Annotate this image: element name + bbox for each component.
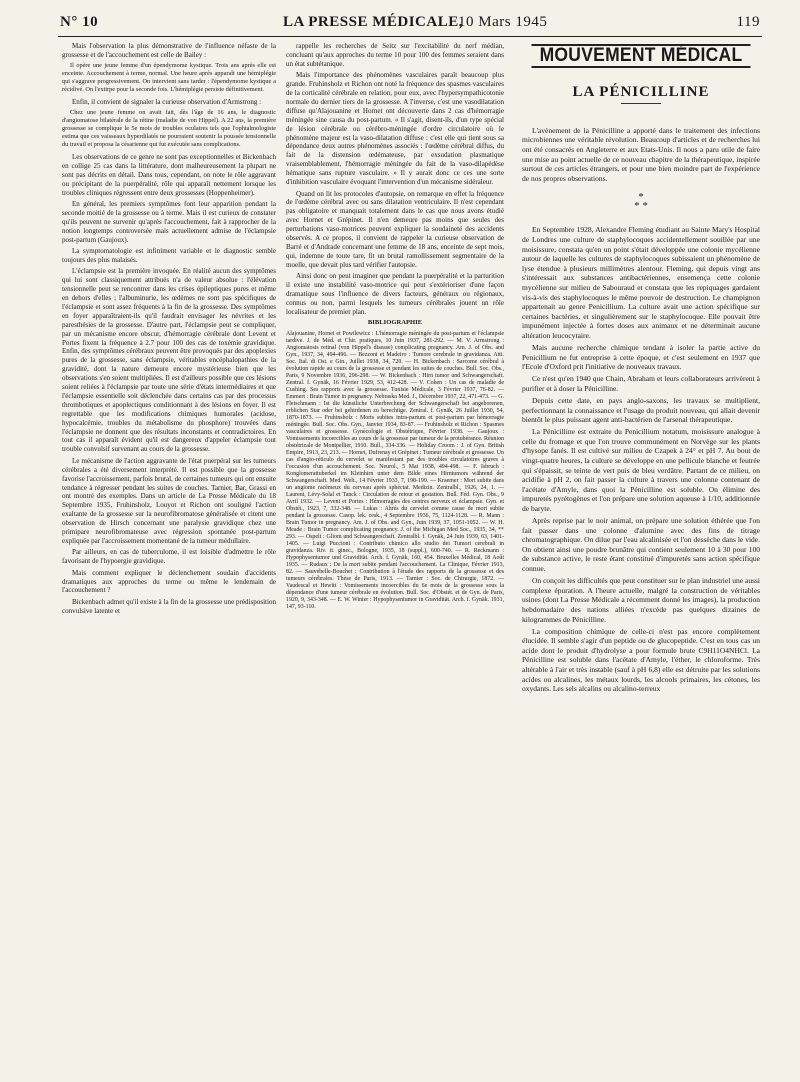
paragraph: La Pénicilline est extraite du Penicillium notatum, moisissure analogue à celle du fromage et que l'on trouve communément en Norvège sur les plants d'hysope fanés. Il est cultivé sur milieu de Czapek à 24° et pH 7. Au bout de vingt-quatre heures, la culture se développe en une pellicule blanche et feutrée qui s'épaissit, se teinte de vert puis de bleu verdâtre. Partant de ce milieu, on acidifie à pH 2, on fait passer la culture à travers une colonne contenant de l'acétate d'Amyle, dans quoi la Pénicilline est soluble. On élimine des impuretés pyrétogènes et l'on prépare une solution aqueuse à 1/10, additionnée de baryte. [522,427,760,513]
paragraph: Les observations de ce genre ne sont pas exceptionnelles et Bickenbach en collige 25 cas dans la littérature, dont malheureusement la plupart ne sont pas décrits en détail. Dans tous, cependant, on note le rôle aggravant ou précipitant de la puerpéralité, rôle qui apparaît nettement lorsque les troubles cliniques régressent entre deux grossesses (Hoppenheimer). [62,152,276,197]
paragraph: Mais aucune recherche chimique tendant à isoler la partie active du Penicillium ne fut entreprise à cette époque, et c'est seulement en 1937 que l'Ecole d'Oxford prit l'initiative de nouveaux travaux. [522,343,760,372]
journal-title: LA PRESSE MÉDICALE, [283,14,463,30]
page-number: 119 [736,14,760,30]
paragraph: Mais l'importance des phénomènes vasculaires paraît beaucoup plus grande. Fruhinsholz et Richon ont noté la fréquence des spasmes vasculaires de la corticalité cérébrale en relation, pour eux, avec l'hypersympathicotonie normale du dernier tiers de la grossesse. A l'inverse, c'est une vasodilatation diffuse qu'Alajouanine et Hornet ont découverte dans 2 cas d'hémorragie méningée sine causa du post-partum. « Il s'agit, disent-ils, d'un type spécial de lésion cérébrale ou cérébro-méningée d'ordre circulatoire où le phénomène majeur est la vaso-dilatation diffuse : c'est elle qui tient sous sa dépendance deux autres phénomènes associés : l'œdème cérébral diffus, du fait de la distension œdémateuse, par exsudation plasmatique vraisemblablement, l'hémorragie méningée du fait de la vaso-dilapédèse hématique sans rupture vasculaire. » Il y aurait donc ce ces une sorte d'inhibition vasculaire évoquant l'intervention d'un mécanisme sidéraleur. [286,71,504,187]
paragraph: On conçoit les difficultés que peut constituer sur le plan industriel une aussi complexe épuration. A l'heure actuelle, malgré la construction de véritables usines (dont La Presse Médicale a récemment donné les images), la production hebdomadaire des nations alliées n'excède pas quelques dizaines de kilogrammes de Pénicilline. [522,576,760,624]
bibliography-title: BIBLIOGRAPHIE [367,319,423,327]
paragraph: L'éclampsie est la première invoquée. En réalité aucun des symptômes qui lui sont classiquement attribués n'a de valeur absolue : l'élévation tensionnelle peut se rencontrer dans les crises épileptiques pures et même en dehors d'elles ; l'albuminurie, les œdèmes ne sont pas spécifiques de l'éclampsie et sont assez fréquents à la fin de la grossesse. Des symptômes en foyer apparaîtraient-ils qu'il faudrait envisager les névrites et les paresthésies de la grossesse. D'autre part, l'éclampsie peut se compliquer, par un mécanisme encore obscur, d'hémorragie cérébrale dont Levent et Portes fixent la fréquence à 2.7 pour 100 des cas de toxémie gravidique. Enfin, des symptômes cérébraux peuvent être provoqués par des apoplexies pures de la grossesse, sans éclampsie, véritables encéphalopathies de la gravidité, dont la nature demeure encore mystérieuse bien que les observations s'en soient multipliées. Il est d'ailleurs possible que ces lésions soient reliées à l'éclampsie par toute une série d'états intermédiaires et que l'éclampsie essentielle soit déclenchée dans certains cas par des processus thrombotiques et apoplectiques conditionnant à des lésions en foyer. Il est regrettable que les modifications chimiques humorales (acidose, hypocalcémie, troubles du métabolisme du phosphore) trouvées dans l'éclampsie ne donnent que des résultats inconstants et contradictoires. En tout cas il apparaît évident qu'il est dangereux d'appeler éclampsie tout trouble convulsif survenant au cours de la grossesse. [62,267,276,454]
paragraph: Bickenbach admet qu'il existe à la fin de la grossesse une prédisposition convulsive latente et [62,597,276,615]
case-report: Chez une jeune femme on avait fait, dès l'âge de 16 ans, le diagnostic d'angiomatose bilatérale de la rétine (maladie de von Hippel). A 22 ans, la première grossesse se complique le 5e mois de troubles oculaires tels que l'ophtalmologiste estima que ces vaisseaux hyperdilatés ne pourraient soutenir la poussée tensionnelle du travail et proposa la césarienne qui fut exécutée sans complications. [62,109,276,148]
paragraph: La composition chimique de celle-ci n'est pas encore complètement élucidée. Il semble s'agir d'un peptide ou de glucopeptide. C'est en tous cas un acide dont le produit d'hydrolyse a pour formule brute C9H11O4NHCl. La Pénicilline est soluble dans l'acétate d'Amyle, l'éther, le chloroforme. Très altérable à l'air et très instable (sauf à pH 6,8) elle est détruite par les solutions acides ou alcalines, les métaux lourds, les alcools primaires, les cétones, les oxydants. Les sels alcalins ou alcalino-terreux [522,626,760,694]
paragraph: La symptomatologie est infiniment variable et le diagnostic semble toujours des plus malaisés. [62,246,276,264]
paragraph: Mais comment expliquer le déclenchement soudain d'accidents dramatiques aux approches du terme ou même le lendemain de l'accouchement ? [62,568,276,595]
paragraph: Mais l'observation la plus démonstrative de l'influence néfaste de la grossesse et de l'accouchement est celle de Bailey : [62,42,276,59]
star-bottom: * * [634,200,648,213]
paragraph: Enfin, il convient de signaler la curieuse observation d'Armstrong : [72,97,262,106]
issue-number: N° 10 [60,14,99,30]
paragraph: L'avènement de la Pénicilline a apporté dans le traitement des infections microbiennes une véritable révolution. Beaucoup d'articles et de recherches lui ont été consacrés en Angleterre et aux Etats-Unis. Il nous a paru utile de faire une mise au point actuelle de ce nouveau chapitre de la thérapeutique, inspirée surtout de ces articles étrangers, et pour une bien moindre part de l'expérience de nos propres observations. [522,125,760,183]
issue-date: 10 Mars 1945 [458,14,548,30]
paragraph: Depuis cette date, en pays anglo-saxons, les travaux se multiplient, perfectionnant la connaissance et l'usage du produit nouveau, qui allait devenir bientôt le plus puissant agent anti-bactérien de l'arsenal thérapeutique. [522,395,760,425]
case-report: Il opère une jeune femme d'un épendymome kystique. Trois ans après elle est enceinte. Accouchement à terme, normal. Une heure après apparaît une hémiplégie qui s'aggrave progressivement. On intervient sans tarder : l'épendymome kystique a récidivé. On l'extirpe pour la seconde fois. L'hémiplégie persiste définitivement. [62,62,276,94]
paragraph: En Septembre 1928, Alexandre Fleming étudiant au Sainte Mary's Hospital de Londres une culture de staphylocoques accidentellement souillée par une moisissure, constata qu'en un point s'était développée une colonie mycélienne autour de laquelle les cultures de staphylocoques subissaient un phénomène de lyse étendue à plusieurs millimètres alentour. Fleming, qui depuis vingt ans s'intéressait aux substances antibactériennes, ensemença cette colonie mycélienne sur milieu de Sabouraud et constata que les repiquages gardaient vis-à-vis des staphylocoques le même pouvoir de destruction. Le champignon appartenait au genre Penicillium. La culture avait une action spécifique sur certaines bactéries, et singulièrement sur le staphylocoque. Elle pouvait être impunément injectée à fortes doses aux animaux et ne déterminait aucune altération leucocytaire. [522,225,760,340]
paragraph: Le mécanisme de l'action aggravante de l'état puerpéral sur les tumeurs cérébrales a été diversement interprété. Il est possible que la grossesse favorise l'accroissement, parfois brutal, de certaines tumeurs qui ont ensuite tendance à régresser pendant les suites de couches. Tarnier, Bar, Grassi en ont montré des exemples. Dans un article de La Presse Médicale du 18 Septembre 1935, Fruhinsholz, Louyot et Richon ont souligné l'action exaltante de la grossesse sur la neurofibromatose généralisée et citent une observation de Hirsch concernant une paralysie gravidique chez une primipare neurofibromateuse avec régression spontanée post-partum expliquée par l'accroissement momentané de la tumeur médullaire. [62,456,276,545]
paragraph: Par ailleurs, en cas de tuberculome, il est loisible d'admettre le rôle favorisant de l'hypoergie gravidique. [62,548,276,566]
column-middle [286,42,504,1072]
page-header [58,12,762,37]
section-separator [522,193,760,211]
paragraph: Ce n'est qu'en 1940 que Chain, Abraham et leurs collaborateurs arrivèrent à purifier et à doser la Pénicilline. [522,374,760,393]
paragraph: Quand on lit les protocoles d'autopsie, on remarque en effet la fréquence de l'œdème cérébral avec ou sans dilatation ventriculaire. Il n'est cependant pas obligatoire et manquait totalement dans le cas que nous avons étudié avec Hornet et Grépinet. Il n'en demeure pas moins que seules des perturbations vaso-motrices peuvent expliquer la soudaineté des accidents observés. A ce propos, il convient de rappeler la curieuse observation de Barré et d'Andrade concernant une femme de 18 ans, enceinte de sept mois, qui, indemne de toute tare, fit un brutal ramollissement segmentaire de la moelle, que devait plus tard vérifier l'autopsie. [286,189,504,269]
paragraph: Après reprise par le noir animal, on prépare une solution éthérée que l'on fait passer dans une colonne d'alumine avec des fins de titrage chromatographique. On dilue par l'eau alcalinisée et l'on dessèche dans le vide. On obtient ainsi une poudre brunâtre qui contient seulement 10 à 30 pour 100 de substance active, le reste étant constitué d'impuretés sans action spécifique connue. [522,516,760,574]
section-heading: MOUVEMENT MÉDICAL [532,44,751,68]
column-right [522,42,760,1072]
article-title-text: LA PÉNICILLINE [572,83,710,100]
star-top: * [638,191,644,204]
bibliography: Alajouanine, Hornet et Powilewicz : L'hémorragie méningée du post-partum et l'éclampsie tardive. J. de Méd. et Chir. pratiques, 10 Juin 1937, 281-292. — M. V. Armstrong : Angiomatosis retinal (von Hippel's disease) complicating pregnancy. Am. J. of Obs. and Gyn., 1937, 34, 494-496. — Bezzoni et Madeiro : Tumore cerebrale in gravidanza. Atti. Soc. Ital. di Ost. e Gin., Juillet 1938, 34, 720. — H. Bickenbach : Sarcome cérébral à évolution rapide au cours de la grossesse et pendant les suites de couches. Bull. Soc. Obs., Paris, 9 Novembre 1936, 296-298. — W. Bickenbach : Hirn tumor und Schwangerschaft. Zentral. f. Gynäk, 16 Février 1929, 53, 412-428. — V. Cohen : Un cas de maladie de Cushing. Ses rapports avec la grossesse. Tunisie Médicale, 3 Février 1937, 76-82. — Emmert : Brain Tumor in pregnancy. Nebraska Med. J., Décembre 1937, 22, 471-473. — G. Fleischmann : Ist die künstliche Unterbrechung der Schwangerschaft bei angeborenen, erblichen Star oder bei gehirdenen zu berechtige. Zentral. f. Gynäk, 26 Juillet 1930, 54, 1870-1873. — Fruhinsholz : Morts subites intra-partum et post-partum par hémorragie méningée. Bull. Soc. Obs. Gyn., Janvier 1934, 83-87. — Fruhinsholz et Richon : Spasmes vasculaires et grossesse. Gynécologie et Obstétrique, Février 1938. — Gaujoux : Vomissements incoercibles au cours de la grossesse par tumeur de la protubérance. Réunion obstétricale de Montpellier, 1910. Bull., 334-336. — Holiday Croom : J. of Gyn. British Empire, 1913, 23, 213. — Hornet, Dufrenay et Grépinet : Tumeur cérébrale et grossesse. Un cas d'angio-réticulo du cervelet se manifestant par des troubles circulatoires graves à l'occasion d'un accouchement. Soc. Neurol., 5 Mai 1938, 494-498. — F. Isbruch : Konglomerattuberkel im Kleinhirn unter dem Bilde eines Hirntumors während der Schwangerschaft. Med. Welt., 14 Février 1933, 7, 198-199. — Kraemer : Mort subite dans un angiome racémeux du cerveau après sphéctat. Medizin. Zentralbl., 1926, 24, 1. — Laurent, Lévy-Solal et Tanck : Circulation de retour et gestation. Bull. Féd. Gyn. Obs., 9 Avril 1932. — Levent et Portes : Hémorragies des centres nerveux et éclampsie. Gyn. et Obstét., 1923, 7, 332-348. — Lukas : Ahrés du cervelet comme cause de mort subite pendant la grossesse. Casop. lek. cesk., 4 Septembre 1936, 75, 1124-1128. — R. Mann : Brain Tumor in pregnancy. Am. J. of Obs. and Gyn., Juin 1939, 37, 1051-1052. — W. H. Meade : Brain Tumor complicating pregnancy. J. of the Michigan Med Soc., 1935, 34, ** 293. — Ospelt : Gliom und Schwangerschaft. Zentralbl. f. Gynäk, 24 Juin 1939, 63, 1401-1405. — Luigi Puccioni : Contributo chimico allo studio dei Tumori cerebrali in gravidanza. Riv. it. ginec., Bologne, 1935, 18 (suppl.), 600-740. — R. Reckmann : Hypophysentumor und Gravidität. Arch. f. Gynäk, 160, 454. Bruxelles Médical, 18 Août 1935. — Rudaux : De la mort subite pendant l'accouchement. La Clinique, Février 1913, 82. — Sauvebelle-Bouchet : Contribution à l'étude des rapports de la grossesse et des tumeurs cérébrales. Thèse de Paris, 1913. — Tarnier : Soc. de Chirurgie, 1872. — Vaudescal et Hewitt : Vomissements incoercibles du 6e mois de la grossesse sous la dépendance d'une tumeur cérébrale en évolution. Bull. Soc. d'Obstét. et de Gyn. de Paris, 1920, 9, 343-348. — E. W. Winter : Hypophysentumor in Gravidität. Arch. f. Gynäk. 1931, 147, 93-110. [286,330,504,610]
paragraph: Ainsi donc on peut imaginer que pendant la puerpéralité et la parturition il existe une instabilité vaso-motrice qui peut s'extérioriser d'une façon dramatique sous l'influence de divers facteurs, généraux ou régionaux, connus ou non, parmi lesquels les tumeurs cérébrales jouent un rôle localisateur de premier plan. [286,272,504,316]
title-rule [621,103,661,104]
article-title [522,83,760,112]
column-left [62,42,276,1072]
paragraph: En général, les premiers symptômes font leur apparition pendant la seconde moitié de la grossesse ou à terme. Mais il est curieux de constater qu'ils peuvent ne survenir qu'après l'accouchement, fait à rapprocher de la notion longtemps controversée mais actuellement admise de l'éclampsie post-partum (Gaujoux). [62,199,276,244]
paragraph: rappelle les recherches de Seitz sur l'excitabilité du nerf médian, concluant qu'aux approches du terme 10 pour 100 des femmes seraient dans un état subtétanique. [286,42,504,68]
